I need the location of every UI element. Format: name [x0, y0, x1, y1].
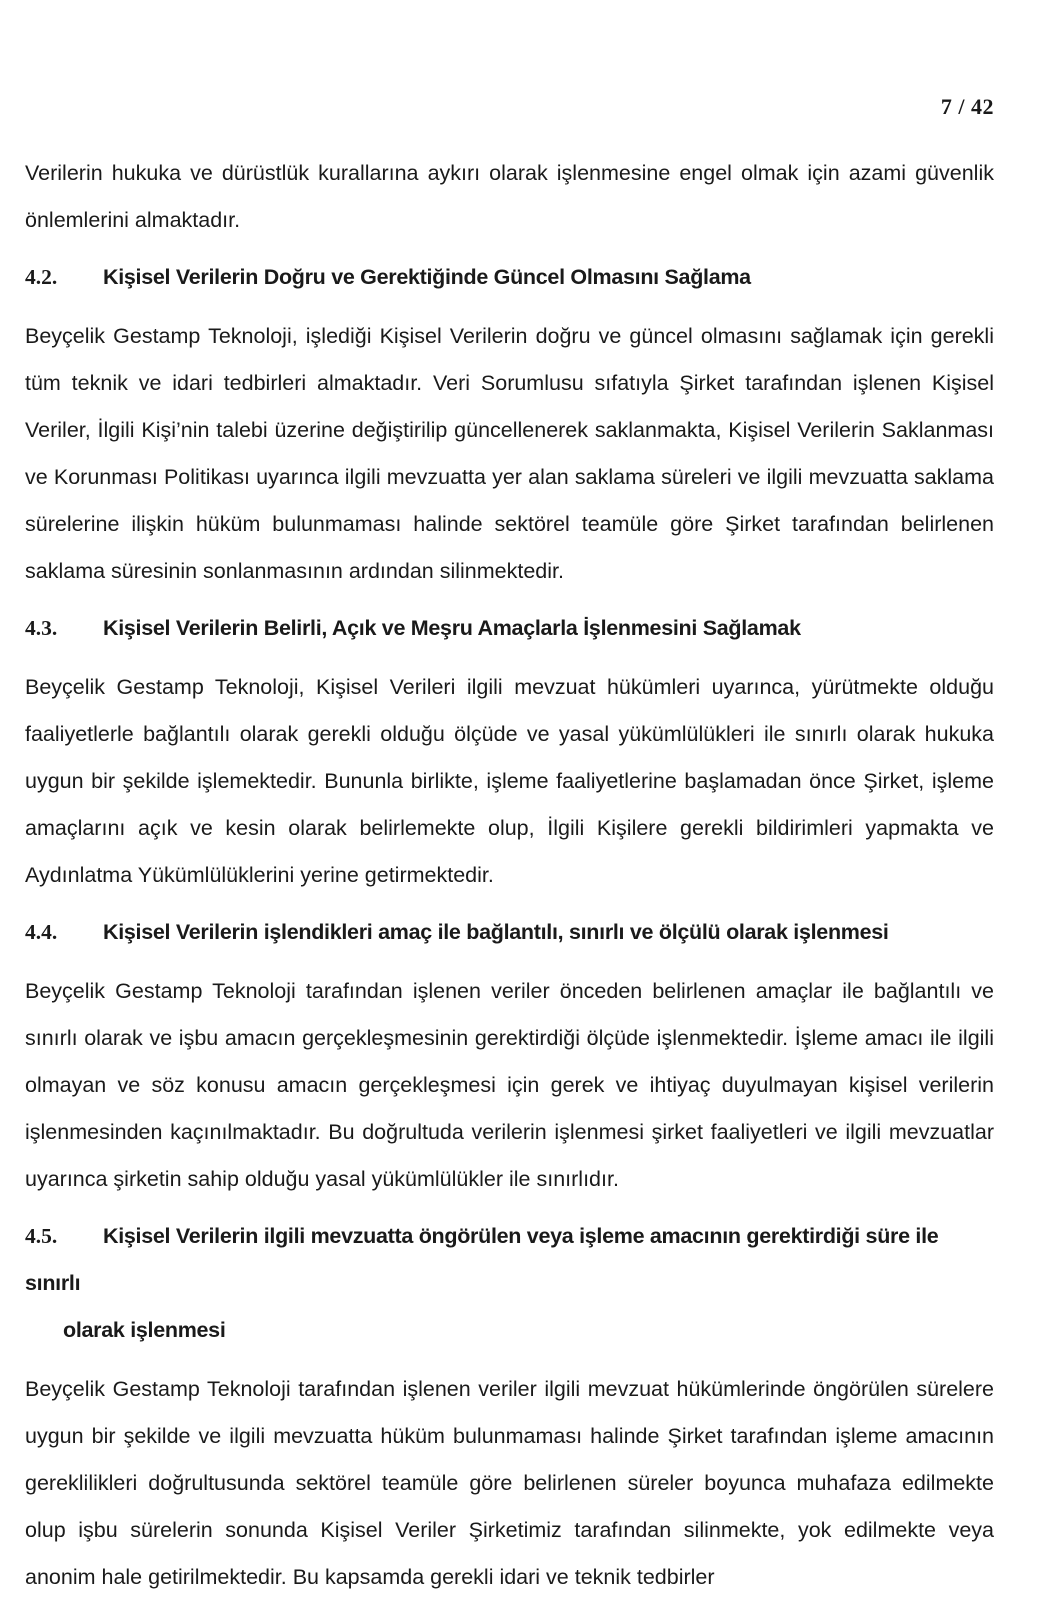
section-paragraph-4-4: Beyçelik Gestamp Teknoloji tarafından işlenen veriler önceden belirlenen amaçlar ile bağlantılı ve sınırlı olarak ve işbu amacın gerçekleşmesinin gerektirdiği ölçüde işlenmektedir. İşleme amacı ile ilgili olmayan ve söz konusu amacın gerçekleşmesi için gerek ve ihtiyaç duyulmayan kişisel verilerin işlenmesinden kaçınılmaktadır. Bu doğrultuda verilerin işlenmesi şirket faaliyetleri ve ilgili mevzuatlar uyarınca şirketin sahip olduğu yasal yükümlülükler ile sınırlıdır. — [25, 979, 994, 1191]
section-heading-4-5 — [25, 1213, 994, 1354]
section-heading-4-3 — [25, 605, 994, 652]
section-number: 4.5. — [25, 1224, 58, 1248]
section-number: 4.4. — [25, 920, 58, 944]
section-heading-4-2 — [25, 254, 994, 301]
section-number: 4.3. — [25, 616, 58, 640]
section-paragraph-4-2: Beyçelik Gestamp Teknoloji, işlediği Kişisel Verilerin doğru ve güncel olmasını sağlamak için gerekli tüm teknik ve idari tedbirleri almaktadır. Veri Sorumlusu sıfatıyla Şirket tarafından işlenen Kişisel Veriler, İlgili Kişi’nin talebi üzerine değiştirilip güncellenerek saklanmakta, Kişisel Verilerin Saklanması ve Korunması Politikası uyarınca ilgili mevzuatta yer alan saklama süreleri ve ilgili mevzuatta saklama sürelerine ilişkin hüküm bulunmaması halinde sektörel teamüle göre Şirket tarafından belirlenen saklama süresinin sonlanmasının ardından silinmektedir. — [25, 324, 994, 583]
section-title: Kişisel Verilerin Doğru ve Gerektiğinde Güncel Olmasını Sağlama — [103, 265, 751, 289]
page-content — [25, 150, 994, 1601]
section-title: Kişisel Verilerin Belirli, Açık ve Meşru Amaçlarla İşlenmesini Sağlamak — [103, 616, 801, 640]
section-paragraph-4-5: Beyçelik Gestamp Teknoloji tarafından işlenen veriler ilgili mevzuat hükümlerinde öngörülen sürelere uygun bir şekilde ve ilgili mevzuatta hüküm bulunmaması halinde Şirket tarafından işleme amacının gereklilikleri doğrultusunda sektörel teamüle göre belirlenen süreler boyunca muhafaza edilmekte olup işbu sürelerin sonunda Kişisel Veriler Şirketimiz tarafından silinmekte, yok edilmekte veya anonim hale getirilmektedir. Bu kapsamda gerekli idari ve teknik tedbirler — [25, 1377, 994, 1589]
section-paragraph-4-3: Beyçelik Gestamp Teknoloji, Kişisel Verileri ilgili mevzuat hükümleri uyarınca, yürütmekte olduğu faaliyetlerle bağlantılı olarak gerekli olduğu ölçüde ve yasal yükümlülükleri ile sınırlı olarak hukuka uygun bir şekilde işlemektedir. Bununla birlikte, işleme faaliyetlerine başlamadan önce Şirket, işleme amaçlarını açık ve kesin olarak belirlemekte olup, İlgili Kişilere gerekli bildirimleri yapmakta ve Aydınlatma Yükümlülüklerini yerine getirmektedir. — [25, 675, 994, 887]
intro-paragraph: Verilerin hukuka ve dürüstlük kurallarına aykırı olarak işlenmesine engel olmak için azami güvenlik önlemlerini almaktadır. — [25, 161, 994, 232]
page-number: 7 / 42 — [940, 94, 994, 119]
section-heading-4-4 — [25, 909, 994, 956]
section-title: Kişisel Verilerin işlendikleri amaç ile bağlantılı, sınırlı ve ölçülü olarak işlenmesi — [103, 920, 889, 944]
section-title-line-1: Kişisel Verilerin ilgili mevzuatta öngörülen veya işleme amacının gerektirdiği süre ile sınırlı — [25, 1224, 939, 1295]
section-title-line-2: olarak işlenmesi — [63, 1318, 226, 1342]
section-number: 4.2. — [25, 265, 58, 289]
